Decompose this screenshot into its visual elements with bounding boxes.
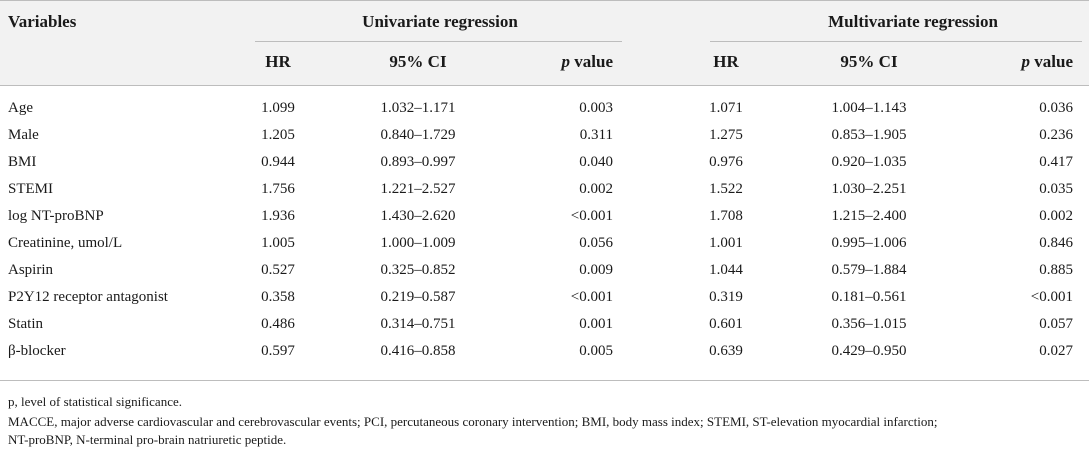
header-u-hr: HR [265,52,291,71]
table-row [0,122,1089,149]
cell-variable: Statin [8,316,44,332]
header-m-p [1022,52,1073,72]
cell-u-ci: 1.000–1.009 [380,235,456,251]
footnote-p: p, level of statistical significance. [8,394,182,409]
cell-m-p: 0.417 [1039,154,1073,170]
cell-u-ci: 1.032–1.171 [380,100,456,116]
cell-m-hr: 1.708 [709,208,743,224]
p-value-word: value [1030,52,1073,71]
cell-m-p: 0.057 [1039,316,1073,332]
cell-m-hr: 1.044 [709,262,743,278]
cell-u-hr: 1.756 [261,181,295,197]
cell-variable: log NT-proBNP [8,208,104,224]
header-univariate: Univariate regression [362,12,518,31]
cell-m-hr: 0.601 [709,316,743,332]
cell-u-ci: 0.219–0.587 [380,289,456,305]
cell-m-ci: 0.995–1.006 [831,235,907,251]
cell-m-hr: 1.522 [709,181,743,197]
cell-variable: Male [8,127,39,143]
cell-u-p: 0.056 [579,235,613,251]
cell-u-hr: 0.486 [261,316,295,332]
univariate-underline [255,41,622,42]
cell-m-ci: 1.215–2.400 [831,208,907,224]
cell-u-hr: 1.205 [261,127,295,143]
table-row [0,95,1089,122]
cell-m-ci: 1.004–1.143 [831,100,907,116]
cell-m-hr: 1.275 [709,127,743,143]
cell-variable: STEMI [8,181,53,197]
table-row [0,149,1089,176]
cell-variable: Aspirin [8,262,53,278]
cell-u-hr: 1.005 [261,235,295,251]
p-value-word: value [570,52,613,71]
cell-u-ci: 0.325–0.852 [380,262,456,278]
cell-m-p: 0.035 [1039,181,1073,197]
cell-m-p: 0.846 [1039,235,1073,251]
header-m-ci: 95% CI [840,52,898,71]
cell-u-hr: 1.936 [261,208,295,224]
cell-u-p: <0.001 [570,289,613,305]
cell-variable: β-blocker [8,343,66,359]
table-body [0,95,1089,365]
cell-m-p: 0.236 [1039,127,1073,143]
header-u-p [562,52,613,72]
cell-m-ci: 0.920–1.035 [831,154,907,170]
cell-u-ci: 1.221–2.527 [380,181,456,197]
cell-u-ci: 1.430–2.620 [380,208,456,224]
cell-u-ci: 0.840–1.729 [380,127,456,143]
table-row [0,284,1089,311]
table-row [0,311,1089,338]
cell-u-hr: 0.597 [261,343,295,359]
cell-m-p: 0.885 [1039,262,1073,278]
cell-m-hr: 0.976 [709,154,743,170]
cell-u-p: 0.040 [579,154,613,170]
cell-u-hr: 0.527 [261,262,295,278]
table-header [0,0,1089,86]
cell-m-hr: 1.001 [709,235,743,251]
cell-u-hr: 0.358 [261,289,295,305]
cell-u-p: 0.002 [579,181,613,197]
header-u-ci: 95% CI [389,52,447,71]
cell-u-p: 0.003 [579,100,613,116]
cell-u-ci: 0.893–0.997 [380,154,456,170]
cell-variable: Age [8,100,33,116]
cell-m-ci: 0.429–0.950 [831,343,907,359]
p-letter: p [561,52,571,71]
header-m-hr: HR [713,52,739,71]
footnote-ntprobnp: NT-proBNP, N-terminal pro-brain natriuretic peptide. [8,432,287,447]
cell-variable: BMI [8,154,37,170]
cell-u-hr: 0.944 [261,154,295,170]
p-letter: p [1021,52,1031,71]
cell-u-ci: 0.314–0.751 [380,316,456,332]
cell-m-hr: 1.071 [709,100,743,116]
cell-m-hr: 0.319 [709,289,743,305]
cell-u-p: 0.001 [579,316,613,332]
cell-m-p: 0.036 [1039,100,1073,116]
cell-m-ci: 1.030–2.251 [831,181,907,197]
header-multivariate: Multivariate regression [828,12,998,31]
header-variables: Variables [8,12,77,31]
footnote-abbreviations: MACCE, major adverse cardiovascular and cerebrovascular events; PCI, percutaneous coronary intervention; BMI, body mass index; STEMI, ST-elevation myocardial infarction; [8,414,938,429]
cell-u-p: 0.311 [579,127,613,143]
cell-m-p: 0.027 [1039,343,1073,359]
multivariate-underline [710,41,1082,42]
table-row [0,176,1089,203]
cell-m-ci: 0.579–1.884 [831,262,907,278]
table-row [0,257,1089,284]
cell-m-ci: 0.181–0.561 [831,289,907,305]
table-bottom-rule [0,380,1089,381]
table-row [0,338,1089,365]
cell-m-ci: 0.356–1.015 [831,316,907,332]
cell-u-p: <0.001 [570,208,613,224]
table-row [0,230,1089,257]
cell-m-hr: 0.639 [709,343,743,359]
cell-u-p: 0.009 [579,262,613,278]
cell-u-hr: 1.099 [261,100,295,116]
table-row [0,203,1089,230]
cell-m-ci: 0.853–1.905 [831,127,907,143]
cell-variable: Creatinine, umol/L [8,235,123,251]
cell-m-p: <0.001 [1030,289,1073,305]
cell-m-p: 0.002 [1039,208,1073,224]
cell-u-p: 0.005 [579,343,613,359]
cell-variable: P2Y12 receptor antagonist [8,289,168,305]
cell-u-ci: 0.416–0.858 [380,343,456,359]
